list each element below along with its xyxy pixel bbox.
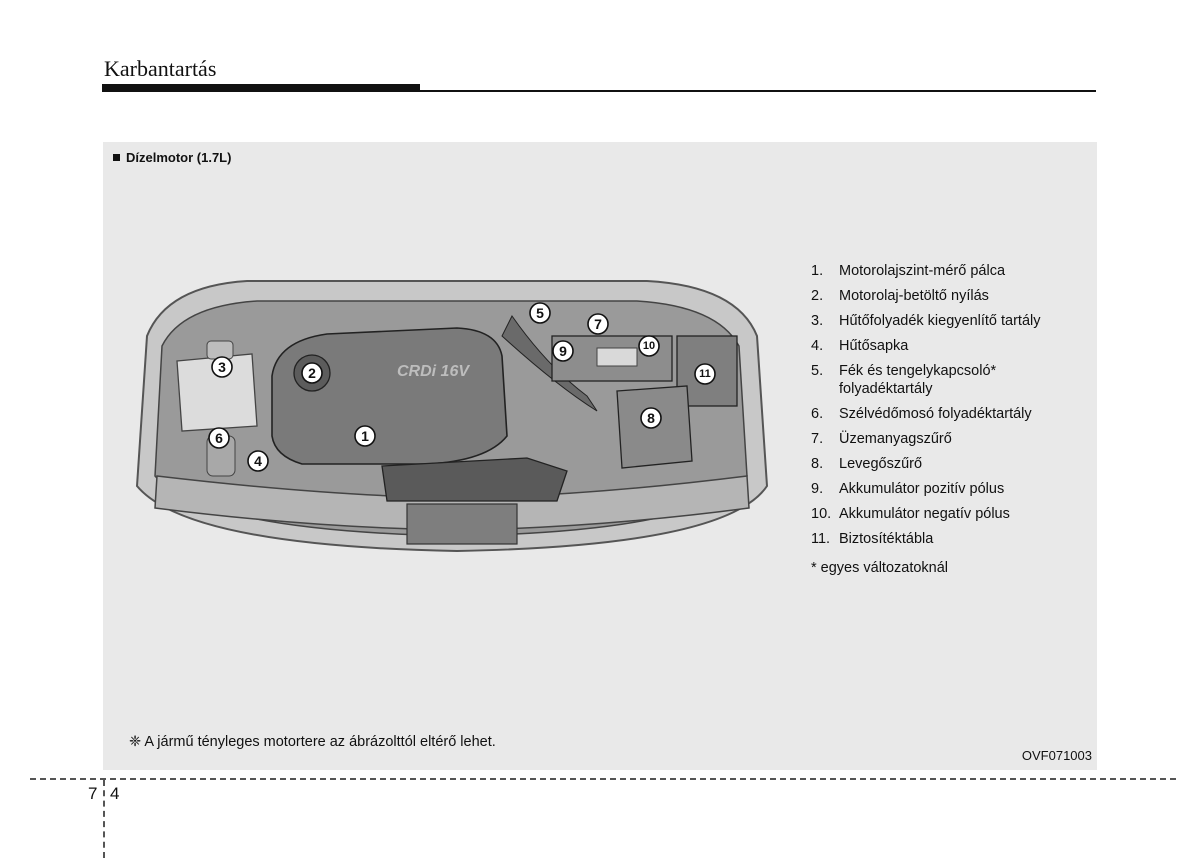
svg-text:2: 2 — [308, 365, 316, 381]
component-legend — [811, 262, 1091, 555]
engine-badge: CRDi 16V — [397, 363, 470, 380]
callout-11 — [695, 364, 715, 384]
figure-panel — [103, 142, 1097, 770]
svg-text:1: 1 — [361, 428, 369, 444]
legend-item: 5. Fék és tengelykapcsoló* folyadéktartály — [811, 363, 997, 397]
svg-text:9: 9 — [559, 343, 567, 359]
section-heading-text: Dízelmotor (1.7L) — [126, 150, 232, 165]
callout-8 — [641, 408, 661, 428]
legend-item: 1. Motorolajszint-mérő pálca — [811, 263, 1006, 279]
page-title: Karbantartás — [104, 56, 217, 81]
callout-10 — [639, 336, 659, 356]
svg-text:3: 3 — [218, 359, 226, 375]
svg-text:5: 5 — [536, 305, 544, 321]
footer-divider — [30, 778, 1176, 780]
svg-text:10: 10 — [642, 340, 656, 352]
callout-7 — [588, 314, 608, 334]
legend-item: 7. Üzemanyagszűrő — [811, 431, 952, 447]
legend-item: 8. Levegőszűrő — [811, 456, 923, 472]
svg-text:8: 8 — [647, 410, 655, 426]
page-number: 4 — [110, 784, 120, 803]
legend-item: 10. Akkumulátor negatív pólus — [811, 506, 1010, 522]
callout-3 — [212, 357, 232, 377]
svg-text:11: 11 — [699, 368, 711, 380]
legend-item: 2. Motorolaj-betöltő nyílás — [811, 288, 989, 304]
callout-5 — [530, 303, 550, 323]
callout-1 — [355, 426, 375, 446]
callout-2 — [302, 363, 322, 383]
engine-bay-illustration — [127, 246, 777, 566]
svg-text:6: 6 — [215, 430, 223, 446]
callout-6 — [209, 428, 229, 448]
header-rule-thick — [102, 84, 420, 92]
legend-item: 4. Hűtősapka — [811, 338, 909, 354]
square-bullet-icon — [113, 154, 120, 161]
callout-4 — [248, 451, 268, 471]
figure-code: OVF071003 — [1021, 748, 1092, 763]
legend-note: * egyes változatoknál — [811, 560, 949, 576]
legend-item: 3. Hűtőfolyadék kiegyenlítő tartály — [811, 313, 1041, 329]
disclaimer-note: ❈ A jármű tényleges motortere az ábrázolttól eltérő lehet. — [129, 734, 496, 750]
svg-text:4: 4 — [254, 453, 262, 469]
legend-item: 6. Szélvédőmosó folyadéktartály — [811, 406, 1032, 422]
legend-item: 9. Akkumulátor pozitív pólus — [811, 481, 1005, 497]
svg-text:7: 7 — [594, 316, 602, 332]
header-rule-thin — [420, 90, 1096, 92]
page-chapter-number: 7 — [88, 784, 98, 803]
footer-vertical-divider — [103, 780, 105, 858]
legend-item: 11. Biztosítéktábla — [811, 531, 934, 547]
callout-9 — [553, 341, 573, 361]
section-heading — [113, 150, 231, 165]
